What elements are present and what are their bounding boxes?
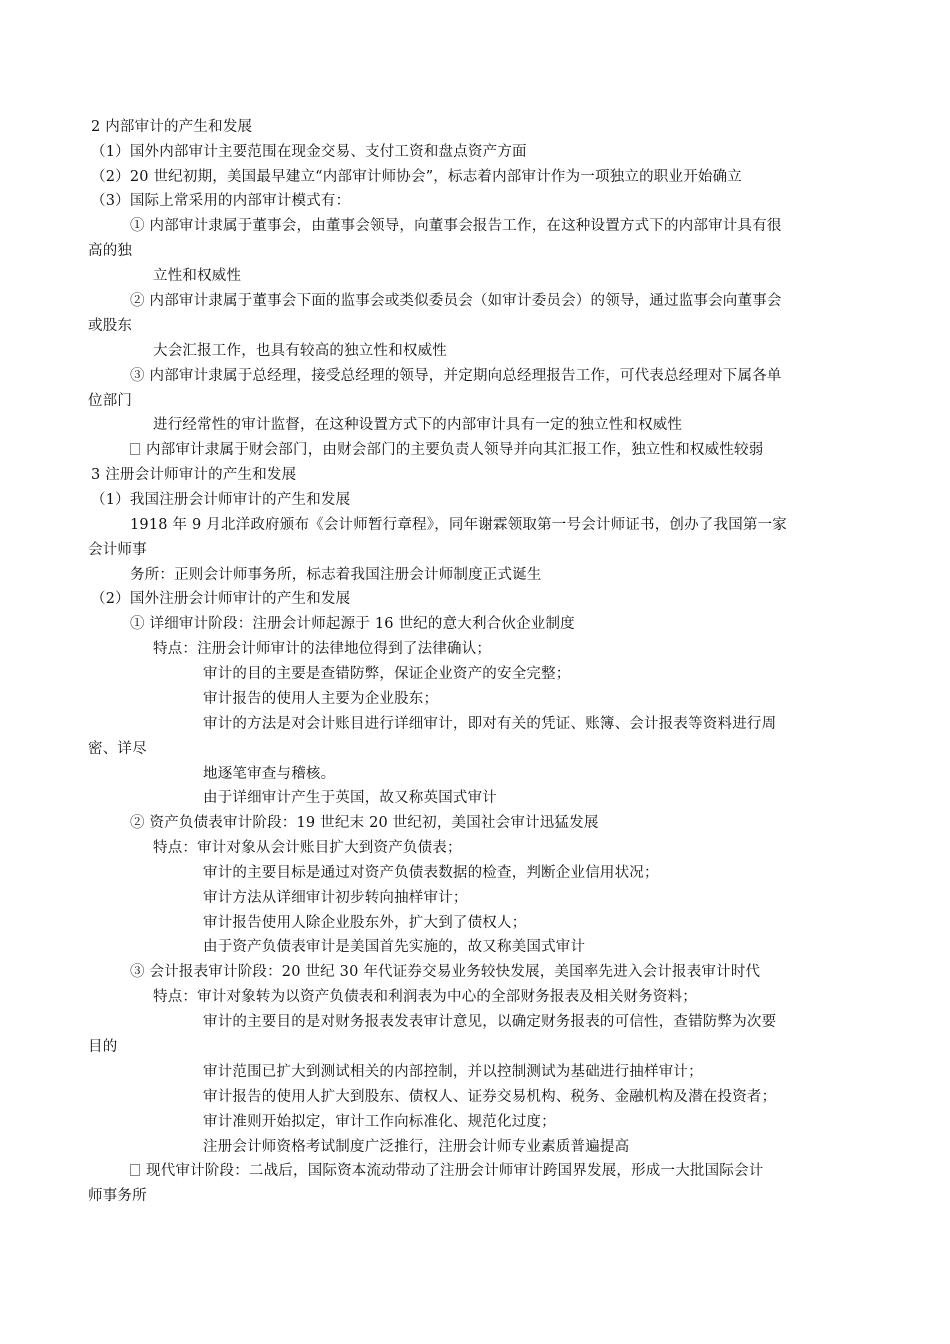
missing-glyph-box-icon [130,443,140,455]
text-line [203,789,497,807]
text-line-content: ② 资产负债表审计阶段：19 世纪末 20 世纪初，美国社会审计迅猛发展 [130,815,599,831]
text-line [91,192,350,210]
text-line [130,516,787,534]
text-line [91,466,296,484]
text-line-content: （2）20 世纪初期，美国最早建立“内部审计师协会”，标志着内部审计作为一项独立的职业开始确立 [91,169,743,185]
text-line-content: （2）国外注册会计师审计的产生和发展 [91,591,351,607]
text-line-content: 审计报告的使用人扩大到股东、债权人、证券交易机构、税务、金融机构及潜在投资者； [203,1089,777,1105]
text-line-content: 审计的目的主要是查错防弊，保证企业资产的安全完整； [203,666,571,682]
missing-glyph-box-icon [130,1164,140,1176]
text-line [130,441,763,459]
text-line [203,765,335,783]
text-line [203,665,571,683]
text-line-content: 高的独 [88,243,133,259]
text-line-content: （1）我国注册会计师审计的产生和发展 [91,492,351,508]
text-line-content: ① 详细审计阶段：注册会计师起源于 16 世纪的意大利合伙企业制度 [130,616,575,632]
text-line [130,217,782,235]
text-line [91,590,350,608]
text-line-content: 密、详尽 [88,741,147,757]
text-line-content: ① 内部审计隶属于董事会，由董事会领导，向董事会报告工作，在这种设置方式下的内部审计具有很 [130,218,782,234]
text-line-content: 1918 年 9 月北洋政府颁布《会计师暂行章程》，同年谢霖领取第一号会计师证书，创办了我国第一家 [130,517,788,533]
text-line-content: 审计的方法是对会计账目进行详细审计，即对有关的凭证、账簿、会计报表等资料进行周 [203,716,777,732]
text-line-content: 师事务所 [88,1188,147,1204]
text-line [203,889,468,907]
text-line-content: 进行经常性的审计监督，在这种设置方式下的内部审计具有一定的独立性和权威性 [153,417,683,433]
text-line-content: 审计报告使用人除企业股东外，扩大到了债权人； [203,915,527,931]
text-line-content: 由于详细审计产生于英国，故又称英国式审计 [203,790,497,806]
text-line-content: 现代审计阶段：二战后，国际资本流动带动了注册会计师审计跨国界发展，形成一大批国际会计 [146,1163,764,1179]
text-line [88,1038,117,1056]
text-line [130,814,599,832]
text-line [130,292,782,310]
text-line [203,1063,703,1081]
text-line [91,118,252,136]
text-line [130,963,760,981]
text-line-content: 内部审计隶属于财会部门，由财会部门的主要负责人领导并向其汇报工作，独立性和权威性较弱 [146,442,764,458]
text-line-content: 审计的主要目的是对财务报表发表审计意见，以确定财务报表的可信性，查错防弊为次要 [203,1014,777,1030]
text-line-content: 立性和权威性 [153,268,242,284]
text-line-content: 审计的主要目标是通过对资产负债表数据的检查，判断企业信用状况； [203,865,659,881]
text-line-content: （3）国际上常采用的内部审计模式有： [91,193,351,209]
text-line [203,938,585,956]
text-line [153,416,682,434]
text-line-content: 审计方法从详细审计初步转向抽样审计； [203,890,468,906]
text-line [203,1088,776,1106]
text-line [88,242,132,260]
text-line [88,392,132,410]
text-line [203,1013,776,1031]
text-line [130,367,782,385]
text-line-content: 3 注册会计师审计的产生和发展 [91,467,297,483]
text-line [153,640,491,658]
text-line [91,491,350,509]
text-line [153,342,447,360]
text-line [153,988,697,1006]
text-line-content: 或股东 [88,318,133,334]
text-line-content: ③ 内部审计隶属于总经理，接受总经理的领导，并定期向总经理报告工作，可代表总经理对下属各单 [130,368,782,384]
text-line-content: 特点：审计对象转为以资产负债表和利润表为中心的全部财务报表及相关财务资料； [153,989,697,1005]
text-line [88,317,132,335]
text-line-content: ③ 会计报表审计阶段：20 世纪 30 年代证券交易业务较快发展，美国率先进入会计报表审计时代 [130,964,761,980]
text-line-content: 务所：正则会计师事务所，标志着我国注册会计师制度正式诞生 [130,567,542,583]
text-line-content: 由于资产负债表审计是美国首先实施的，故又称美国式审计 [203,939,586,955]
text-line-content: 大会汇报工作，也具有较高的独立性和权威性 [153,343,447,359]
text-line [130,615,575,633]
text-line [88,541,147,559]
text-line [203,690,438,708]
text-line-content: （1）国外内部审计主要范围在现金交易、支付工资和盘点资产方面 [91,144,527,160]
text-line [130,1162,763,1180]
text-line-content: 会计师事 [88,542,147,558]
text-line [203,1113,556,1131]
text-line-content: 地逐笔审查与稽核。 [203,766,336,782]
text-line [88,1187,147,1205]
text-line-content: 注册会计师资格考试制度广泛推行，注册会计师专业素质普遍提高 [203,1139,630,1155]
text-line [91,168,742,186]
text-line-content: 审计报告的使用人主要为企业股东； [203,691,439,707]
text-line-content: 目的 [88,1039,118,1055]
text-line [130,566,542,584]
text-line [88,740,147,758]
text-line [203,914,526,932]
text-line [203,715,776,733]
text-line-content: 2 内部审计的产生和发展 [91,119,253,135]
text-line [91,143,527,161]
text-line-content: 特点：审计对象从会计账目扩大到资产负债表； [153,840,462,856]
text-line-content: 审计范围已扩大到测试相关的内部控制，并以控制测试为基础进行抽样审计； [203,1064,703,1080]
text-line [203,864,659,882]
text-line-content: ② 内部审计隶属于董事会下面的监事会或类似委员会（如审计委员会）的领导，通过监事会向董事会 [130,293,782,309]
text-line [153,267,241,285]
text-line [203,1138,629,1156]
text-line-content: 特点：注册会计师审计的法律地位得到了法律确认； [153,641,492,657]
text-line-content: 位部门 [88,393,133,409]
text-line-content: 审计准则开始拟定，审计工作向标准化、规范化过度； [203,1114,556,1130]
text-line [153,839,462,857]
